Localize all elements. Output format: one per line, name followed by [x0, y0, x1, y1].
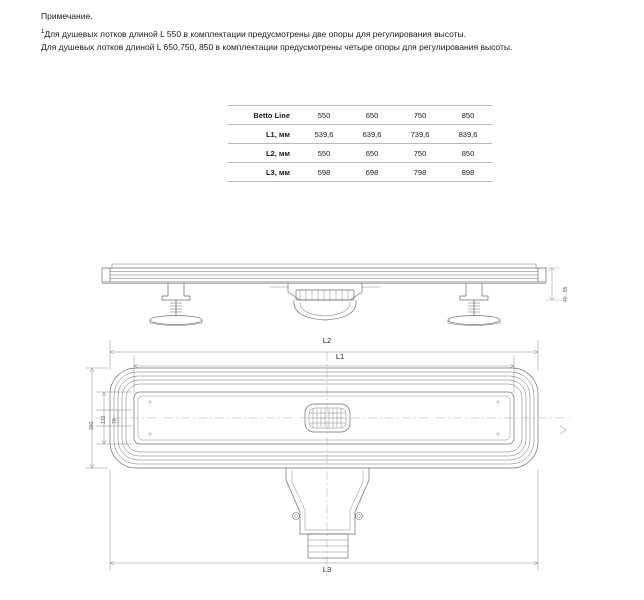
table-cell: 750: [396, 144, 444, 163]
spec-table: [228, 105, 492, 182]
notes-block: [41, 10, 621, 54]
table-row-head: Betto Line: [228, 106, 300, 125]
table-row-head: L1, мм: [228, 125, 300, 144]
table-cell: 650: [348, 144, 396, 163]
dimension-label-L3: L3: [322, 565, 332, 574]
table-cell: 839,6: [444, 125, 492, 144]
plan-view: [96, 352, 570, 576]
table-cell: 739,6: [396, 125, 444, 144]
table-cell: 598: [300, 163, 348, 182]
table-row-head: L2, мм: [228, 144, 300, 163]
table-cell: 850: [444, 106, 492, 125]
dimension-label-height: 40...55: [563, 286, 569, 302]
table-row-head: L3, мм: [228, 163, 300, 182]
table-cell: 650: [348, 106, 396, 125]
dimension-lines: [86, 340, 538, 570]
dimension-label-L1: L1: [335, 352, 345, 361]
table-row: [228, 125, 492, 144]
table-row: [228, 106, 492, 125]
dimension-label-inner-width: 172: [101, 415, 107, 424]
note-line-1-text: Для душевых лотков длиной L 550 в комплектации предусмотрены две опоры для регулирования высоты.: [44, 28, 467, 39]
notes-title: Примечание.: [41, 11, 93, 21]
note-superscript: 1: [41, 29, 45, 35]
note-line-2: Для душевых лотков длиной L 650,750, 850 в комплектации предусмотрены четыре опоры для регулирования высоты.: [41, 41, 513, 52]
note-line-1: [41, 26, 621, 41]
section-view: [102, 264, 560, 326]
table-cell: 550: [300, 144, 348, 163]
table-cell: 750: [396, 106, 444, 125]
table-cell: 639,6: [348, 125, 396, 144]
dimension-label-L2: L2: [322, 336, 332, 345]
table-cell: 550: [300, 106, 348, 125]
table-row: [228, 163, 492, 182]
dimension-label-small-left: 70: [112, 418, 118, 424]
table-cell: 850: [444, 144, 492, 163]
table-cell: 798: [396, 163, 444, 182]
table-row: [228, 144, 492, 163]
table-cell: 898: [444, 163, 492, 182]
table-cell: 539,6: [300, 125, 348, 144]
table-cell: 698: [348, 163, 396, 182]
dimension-label-outer-width: 260: [89, 421, 95, 430]
